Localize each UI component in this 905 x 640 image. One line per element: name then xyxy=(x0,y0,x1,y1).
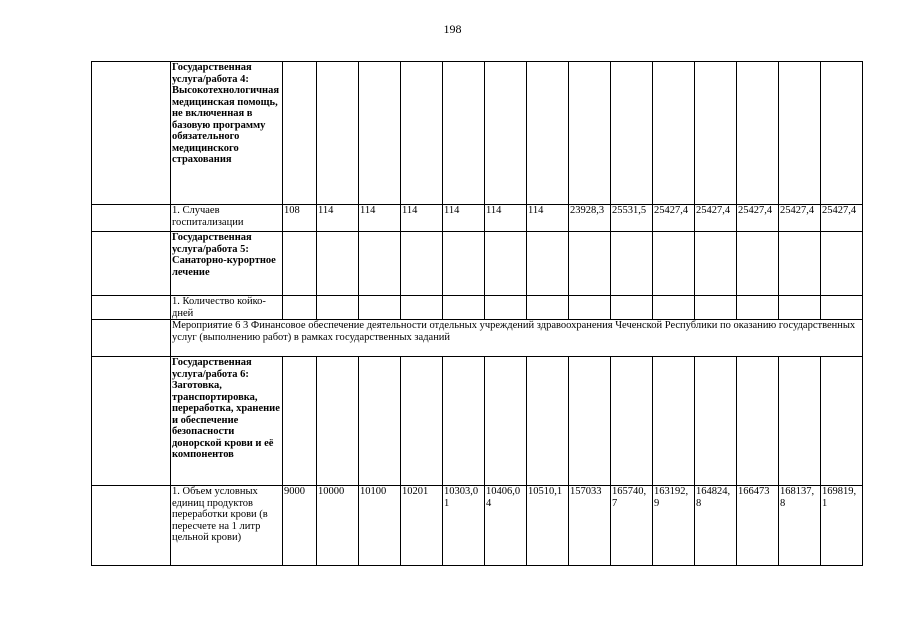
empty-cell xyxy=(92,486,171,566)
value-cell: 25427,4 xyxy=(779,205,821,232)
empty-cell xyxy=(92,357,171,486)
value-cell: 169819,1 xyxy=(821,486,863,566)
empty-cell xyxy=(92,205,171,232)
value-cell: 114 xyxy=(317,205,359,232)
empty-cell xyxy=(92,62,171,205)
service6-indicator-row xyxy=(92,486,863,566)
measure-text: Мероприятие 6 3 Финансовое обеспечение деятельности отдельных учреждений здравоохранения Чеченской Республики по оказанию государственных услуг (выполнению работ) в рамках государственных заданий xyxy=(171,320,863,357)
service4-header-row xyxy=(92,62,863,205)
value-cell: 166473 xyxy=(737,486,779,566)
service4-indicator-row xyxy=(92,205,863,232)
value-cell: 25427,4 xyxy=(737,205,779,232)
value-cell: 25427,4 xyxy=(695,205,737,232)
page-number: 198 xyxy=(443,22,462,36)
service5-header-row xyxy=(92,232,863,296)
service6-title: Государственная услуга/работа 6: Заготовка, транспортировка, переработка, хранение и обеспечение безопасности донорской крови и её компонентов xyxy=(171,357,283,486)
service4-indicator: 1. Случаев госпитализации xyxy=(171,205,283,232)
empty-cell xyxy=(92,320,171,357)
service5-indicator-row xyxy=(92,296,863,320)
value-cell: 163192,9 xyxy=(653,486,695,566)
empty-cell xyxy=(92,232,171,296)
measure-row xyxy=(92,320,863,357)
value-cell: 23928,3 xyxy=(569,205,611,232)
service6-indicator: 1. Объем условных единиц продуктов переработки крови (в пересчете на 1 литр цельной крови) xyxy=(171,486,283,566)
service5-title: Государственная услуга/работа 5: Санаторно-курортное лечение xyxy=(171,232,283,296)
value-cell: 9000 xyxy=(283,486,317,566)
indicators-table xyxy=(91,61,863,566)
service6-header-row xyxy=(92,357,863,486)
value-cell: 114 xyxy=(401,205,443,232)
value-cell: 157033 xyxy=(569,486,611,566)
value-cell: 168137,8 xyxy=(779,486,821,566)
value-cell: 164824,8 xyxy=(695,486,737,566)
service4-title: Государственная услуга/работа 4: Высокотехнологичная медицинская помощь, не включенная в базовую программу обязательного медицинского страхования xyxy=(171,62,283,205)
value-cell: 10100 xyxy=(359,486,401,566)
value-cell: 10201 xyxy=(401,486,443,566)
value-cell: 114 xyxy=(485,205,527,232)
value-cell: 10303,01 xyxy=(443,486,485,566)
value-cell: 10406,04 xyxy=(485,486,527,566)
empty-cell xyxy=(92,296,171,320)
value-cell: 25427,4 xyxy=(821,205,863,232)
service5-indicator: 1. Количество койко-дней xyxy=(171,296,283,320)
value-cell: 114 xyxy=(443,205,485,232)
value-cell: 114 xyxy=(527,205,569,232)
value-cell: 10510,1 xyxy=(527,486,569,566)
value-cell: 165740,7 xyxy=(611,486,653,566)
value-cell: 108 xyxy=(283,205,317,232)
value-cell: 10000 xyxy=(317,486,359,566)
value-cell: 25531,5 xyxy=(611,205,653,232)
value-cell: 114 xyxy=(359,205,401,232)
value-cell: 25427,4 xyxy=(653,205,695,232)
